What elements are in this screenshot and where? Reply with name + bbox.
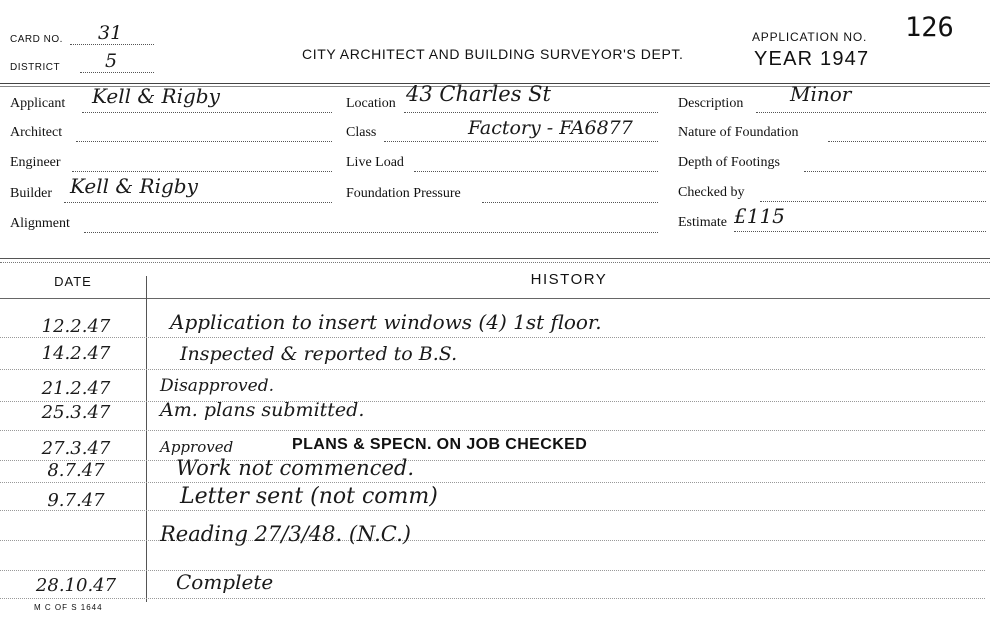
architect-line <box>76 141 332 142</box>
depth-line <box>804 171 986 172</box>
depth-label: Depth of Footings <box>678 155 780 170</box>
rule-line <box>0 482 985 483</box>
location-label: Location <box>346 96 396 111</box>
live-load-label: Live Load <box>346 155 404 170</box>
department-title: CITY ARCHITECT AND BUILDING SURVEYOR'S DEPT. <box>302 46 684 62</box>
district-value: 5 <box>105 50 118 72</box>
history-column-header: HISTORY <box>530 271 608 288</box>
form-code: M C OF S 1644 <box>34 603 103 612</box>
description-line <box>756 112 986 113</box>
history-date: 14.2.47 <box>41 343 111 364</box>
history-entry: Inspected & reported to B.S. <box>180 343 458 365</box>
engineer-label: Engineer <box>10 155 61 170</box>
rule-line <box>0 540 985 541</box>
architect-label: Architect <box>10 125 63 140</box>
rule-line <box>0 337 985 338</box>
estimate-line <box>734 231 986 232</box>
rule-line <box>0 369 985 370</box>
checked-stamp: PLANS & SPECN. ON JOB CHECKED <box>292 436 588 453</box>
card-no-line <box>70 44 154 45</box>
alignment-line <box>84 232 658 233</box>
card-no-label: CARD NO. <box>10 34 63 45</box>
table-top-rule <box>0 258 990 259</box>
rule-line <box>0 598 985 599</box>
applicant-label: Applicant <box>10 96 66 111</box>
history-entry: Am. plans submitted. <box>160 399 365 421</box>
history-entry: Complete <box>176 570 274 594</box>
column-divider <box>146 276 147 602</box>
builder-line <box>64 202 332 203</box>
class-value: Factory - FA6877 <box>468 117 633 139</box>
card-no-value: 31 <box>98 22 123 44</box>
builder-value: Kell & Rigby <box>70 174 198 198</box>
history-date: 27.3.47 <box>41 438 111 459</box>
history-date: 21.2.47 <box>41 378 111 399</box>
history-entry: Reading 27/3/48. (N.C.) <box>160 522 411 546</box>
rule-line <box>0 460 985 461</box>
description-label: Description <box>678 96 744 111</box>
class-line <box>384 141 658 142</box>
history-date: 8.7.47 <box>47 460 105 481</box>
applicant-value: Kell & Rigby <box>92 84 220 108</box>
checked-label: Checked by <box>678 185 745 200</box>
rule-line <box>0 510 985 511</box>
application-label: APPLICATION NO. <box>752 30 868 44</box>
rule-line <box>0 430 985 431</box>
date-column-header: DATE <box>54 274 92 289</box>
location-line <box>404 112 658 113</box>
live-load-line <box>414 171 658 172</box>
table-header-rule <box>0 298 990 299</box>
foundation-pressure-line <box>482 202 658 203</box>
nature-label: Nature of Foundation <box>678 125 799 140</box>
history-date: 9.7.47 <box>47 490 105 511</box>
table-top-rule-2 <box>0 262 990 263</box>
history-entry: Work not commenced. <box>176 456 415 480</box>
description-value: Minor <box>790 82 852 106</box>
rule-line <box>0 570 985 571</box>
history-entry: Letter sent (not comm) <box>180 484 438 509</box>
application-number: 126 <box>905 12 954 43</box>
builder-label: Builder <box>10 186 52 201</box>
history-entry: Disapproved. <box>160 376 275 396</box>
applicant-line <box>82 112 332 113</box>
rule-line <box>0 401 985 402</box>
estimate-value: £115 <box>734 204 785 228</box>
history-date: 25.3.47 <box>41 402 111 423</box>
district-line <box>80 72 154 73</box>
foundation-pressure-label: Foundation Pressure <box>346 186 461 201</box>
history-entry: Approved <box>160 438 234 456</box>
history-entry: Application to insert windows (4) 1st floor. <box>170 310 602 334</box>
checked-line <box>760 201 986 202</box>
nature-line <box>828 141 986 142</box>
location-value: 43 Charles St <box>406 82 551 106</box>
history-date: 12.2.47 <box>41 316 111 337</box>
history-date: 28.10.47 <box>35 575 117 596</box>
alignment-label: Alignment <box>10 216 70 231</box>
district-label: DISTRICT <box>10 62 61 73</box>
estimate-label: Estimate <box>678 215 727 230</box>
engineer-line <box>72 171 332 172</box>
year-label: YEAR 1947 <box>754 48 870 70</box>
class-label: Class <box>346 125 377 140</box>
